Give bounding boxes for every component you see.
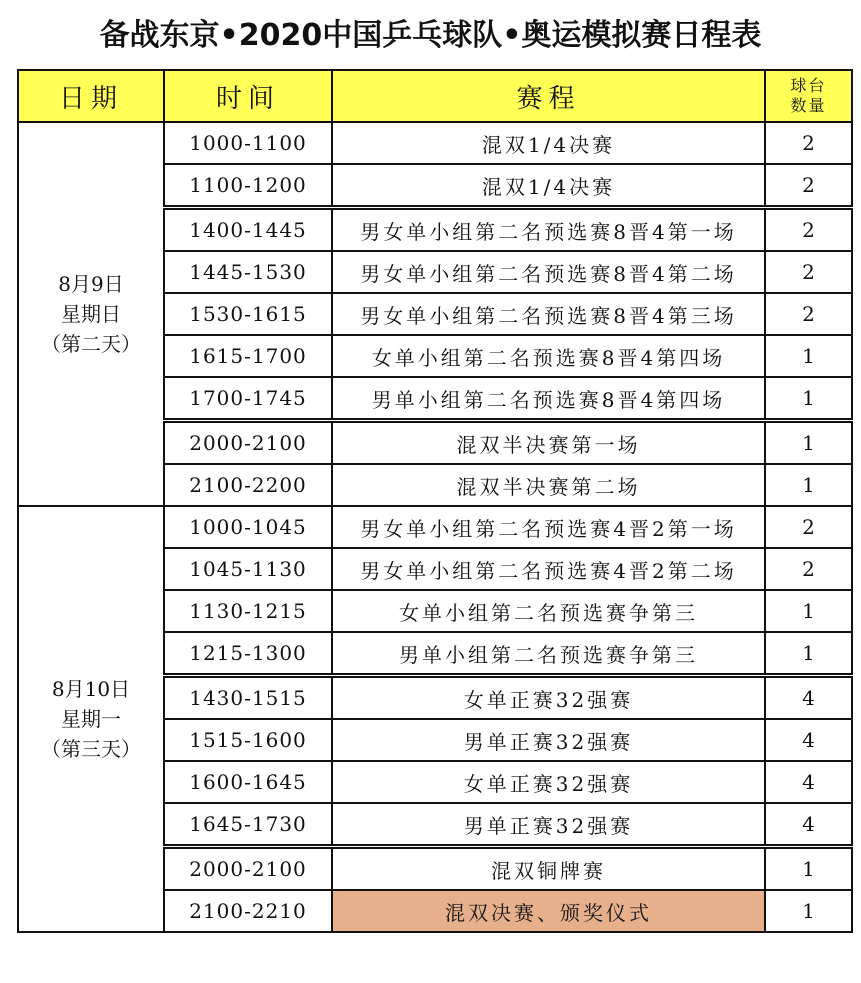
time-cell: 1215-1300 [164,632,332,676]
event-cell: 男女单小组第二名预选赛8晋4第三场 [332,293,765,335]
time-cell: 1100-1200 [164,164,332,208]
table-row [18,122,852,164]
table-count-cell: 4 [765,803,852,847]
event-cell: 混双铜牌赛 [332,847,765,891]
header-tables-line1: 球台 [790,76,827,95]
header-row [18,70,852,122]
table-count-cell: 4 [765,719,852,761]
event-cell: 男女单小组第二名预选赛8晋4第二场 [332,251,765,293]
date-cell-day1 [18,122,164,506]
table-count-cell: 1 [765,335,852,377]
table-count-cell: 1 [765,847,852,891]
time-cell: 1445-1530 [164,251,332,293]
time-cell: 1600-1645 [164,761,332,803]
header-event: 赛程 [332,70,765,122]
page-title: 备战东京•2020中国乒乓球队•奥运模拟赛日程表 [99,18,762,53]
table-count-cell: 4 [765,676,852,720]
weekday-label: 星期日 [61,302,121,326]
time-cell: 1515-1600 [164,719,332,761]
event-cell: 男单正赛32强赛 [332,719,765,761]
header-time: 时间 [164,70,332,122]
table-count-cell: 1 [765,464,852,506]
event-cell: 混双半决赛第二场 [332,464,765,506]
table-count-cell: 2 [765,164,852,208]
table-count-cell: 1 [765,377,852,421]
time-cell: 1645-1730 [164,803,332,847]
event-cell: 男女单小组第二名预选赛8晋4第一场 [332,208,765,252]
header-tables [765,70,852,122]
schedule-table [17,69,853,933]
event-cell: 混双半决赛第一场 [332,421,765,465]
time-cell: 1615-1700 [164,335,332,377]
event-cell-highlighted: 混双决赛、颁奖仪式 [332,890,765,932]
date-label: 8月9日 [58,272,124,296]
time-cell: 1045-1130 [164,548,332,590]
event-cell: 男单小组第二名预选赛争第三 [332,632,765,676]
table-count-cell: 2 [765,293,852,335]
time-cell: 2000-2100 [164,421,332,465]
time-cell: 1400-1445 [164,208,332,252]
time-cell: 1700-1745 [164,377,332,421]
time-cell: 1000-1100 [164,122,332,164]
table-count-cell: 4 [765,761,852,803]
event-cell: 女单正赛32强赛 [332,676,765,720]
time-cell: 1530-1615 [164,293,332,335]
event-cell: 男女单小组第二名预选赛4晋2第二场 [332,548,765,590]
table-count-cell: 2 [765,506,852,548]
time-cell: 1000-1045 [164,506,332,548]
time-cell: 1430-1515 [164,676,332,720]
event-cell: 女单小组第二名预选赛8晋4第四场 [332,335,765,377]
event-cell: 混双1/4决赛 [332,164,765,208]
date-cell-day2 [18,506,164,932]
weekday-label: 星期一 [61,707,121,731]
table-row [18,506,852,548]
header-tables-line2: 数量 [790,96,827,115]
table-count-cell: 2 [765,208,852,252]
table-count-cell: 1 [765,890,852,932]
event-cell: 女单正赛32强赛 [332,761,765,803]
event-cell: 男单小组第二名预选赛8晋4第四场 [332,377,765,421]
event-cell: 女单小组第二名预选赛争第三 [332,590,765,632]
header-date: 日期 [18,70,164,122]
time-cell: 1130-1215 [164,590,332,632]
time-cell: 2000-2100 [164,847,332,891]
date-label: 8月10日 [51,677,131,701]
table-count-cell: 2 [765,251,852,293]
event-cell: 男女单小组第二名预选赛4晋2第一场 [332,506,765,548]
table-count-cell: 2 [765,122,852,164]
day-number-label: （第二天） [41,332,141,356]
table-count-cell: 1 [765,632,852,676]
table-count-cell: 2 [765,548,852,590]
table-count-cell: 1 [765,590,852,632]
event-cell: 男单正赛32强赛 [332,803,765,847]
table-count-cell: 1 [765,421,852,465]
time-cell: 2100-2210 [164,890,332,932]
event-cell: 混双1/4决赛 [332,122,765,164]
time-cell: 2100-2200 [164,464,332,506]
day-number-label: （第三天） [41,737,141,761]
